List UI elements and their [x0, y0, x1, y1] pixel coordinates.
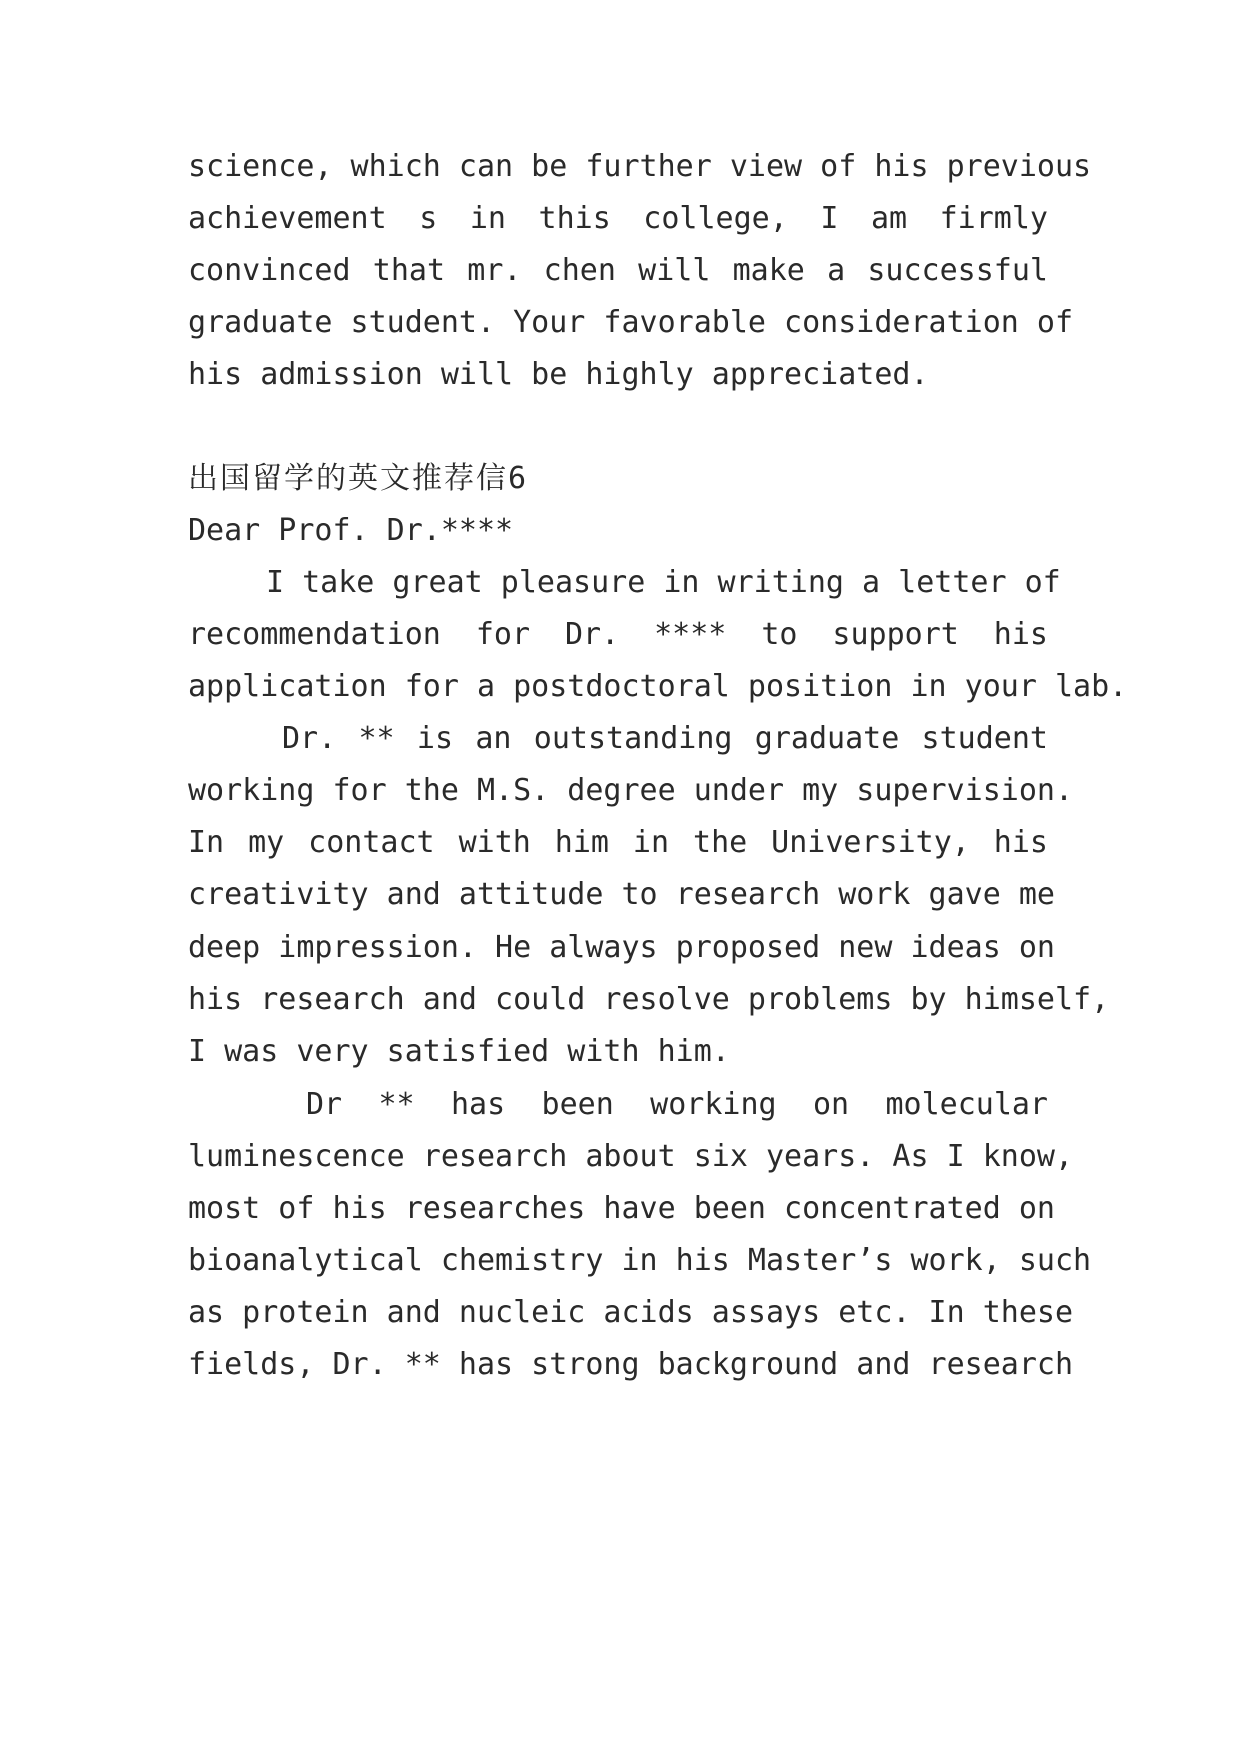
paragraph-2-line-2: recommendation for Dr. **** to support his [188, 617, 1048, 652]
paragraph-3-line-4: creativity and attitude to research work gave me [188, 877, 1055, 912]
paragraph-1-line-3: convinced that mr. chen will make a successful [188, 253, 1048, 288]
section-heading: 出国留学的英文推荐信6 [188, 461, 529, 496]
paragraph-1-line-5: his admission will be highly appreciated. [188, 357, 929, 392]
paragraph-3-line-1: Dr. ** is an outstanding graduate student [282, 721, 1048, 756]
paragraph-4-line-1: Dr ** has been working on molecular [306, 1087, 1048, 1122]
paragraph-4-line-2: luminescence research about six years. As I know, [188, 1139, 1074, 1174]
paragraph-3-line-7: I was very satisfied with him. [188, 1034, 730, 1069]
paragraph-1-line-1: science, which can be further view of his previous [188, 149, 1092, 184]
paragraph-1-line-4: graduate student. Your favorable consideration of [188, 305, 1074, 340]
paragraph-4-line-4: bioanalytical chemistry in his Master’s work, such [188, 1243, 1092, 1278]
paragraph-2-line-3: application for a postdoctoral position in your lab. [188, 669, 1128, 704]
paragraph-3-line-6: his research and could resolve problems by himself, [188, 982, 1110, 1017]
paragraph-2-line-1: I take great pleasure in writing a letter of [266, 565, 1061, 600]
paragraph-4-line-5: as protein and nucleic acids assays etc. In these [188, 1295, 1074, 1330]
paragraph-1-line-2: achievement s in this college, I am firmly [188, 201, 1048, 236]
paragraph-3-line-2: working for the M.S. degree under my supervision. [188, 773, 1074, 808]
paragraph-4-line-3: most of his researches have been concentrated on [188, 1191, 1055, 1226]
paragraph-4-line-6: fields, Dr. ** has strong background and research [188, 1347, 1074, 1382]
paragraph-3-line-5: deep impression. He always proposed new ideas on [188, 930, 1055, 965]
salutation: Dear Prof. Dr.**** [188, 513, 514, 548]
paragraph-3-line-3: In my contact with him in the University, his [188, 825, 1048, 860]
